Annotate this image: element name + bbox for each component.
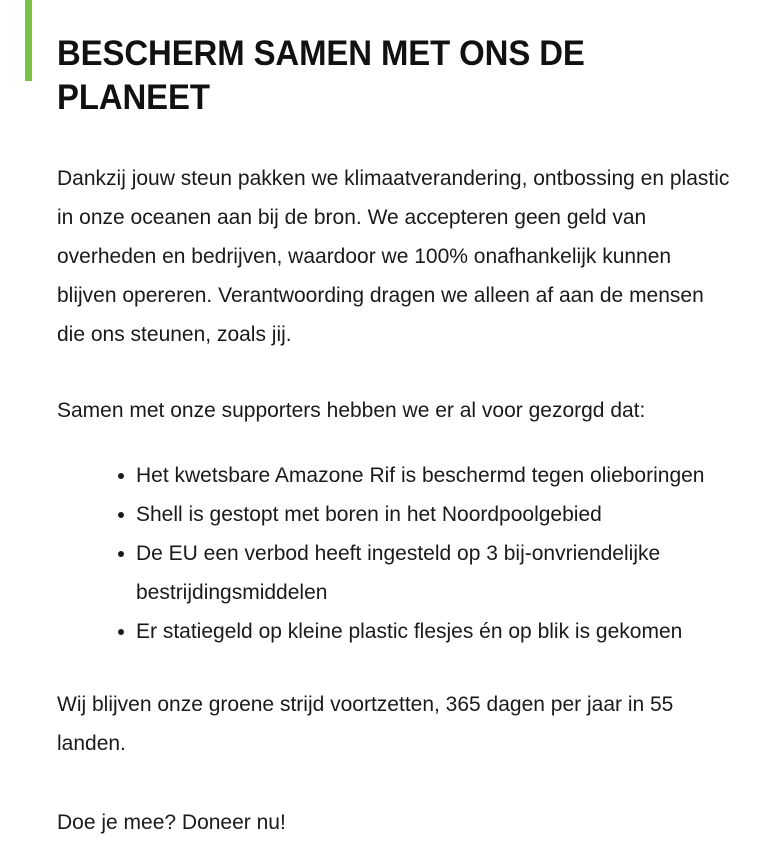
- green-accent-bar: [25, 0, 32, 81]
- closing-paragraph: Wij blijven onze groene strijd voortzetten, 365 dagen per jaar in 55 landen.: [57, 693, 674, 755]
- intro-paragraph: Dankzij jouw steun pakken we klimaatverandering, ontbossing en plastic in onze oceanen aan bij de bron. We accepteren geen geld van overheden en bedrijven, waardoor we 100% onafhankelijk kunnen blijven opereren. Verantwoording dragen we alleen af aan de mensen die ons steunen, zoals jij.: [57, 167, 730, 346]
- heading-block: [0, 0, 768, 120]
- list-item: Het kwetsbare Amazone Rif is beschermd tegen olieboringen: [118, 456, 732, 495]
- list-item: Shell is gestopt met boren in het Noordpoolgebied: [118, 495, 732, 534]
- list-lead-in-paragraph: Samen met onze supporters hebben we er al voor gezorgd dat:: [57, 399, 646, 422]
- page-title: BESCHERM SAMEN MET ONS DE PLANEET: [57, 34, 585, 117]
- call-to-action-text: Doe je mee? Doneer nu!: [57, 811, 286, 834]
- achievement-list: [57, 456, 732, 651]
- list-item: Er statiegeld op kleine plastic flesjes én op blik is gekomen: [118, 612, 732, 651]
- body-content: [0, 159, 768, 842]
- list-item: De EU een verbod heeft ingesteld op 3 bij-onvriendelijke bestrijdingsmiddelen: [118, 534, 732, 612]
